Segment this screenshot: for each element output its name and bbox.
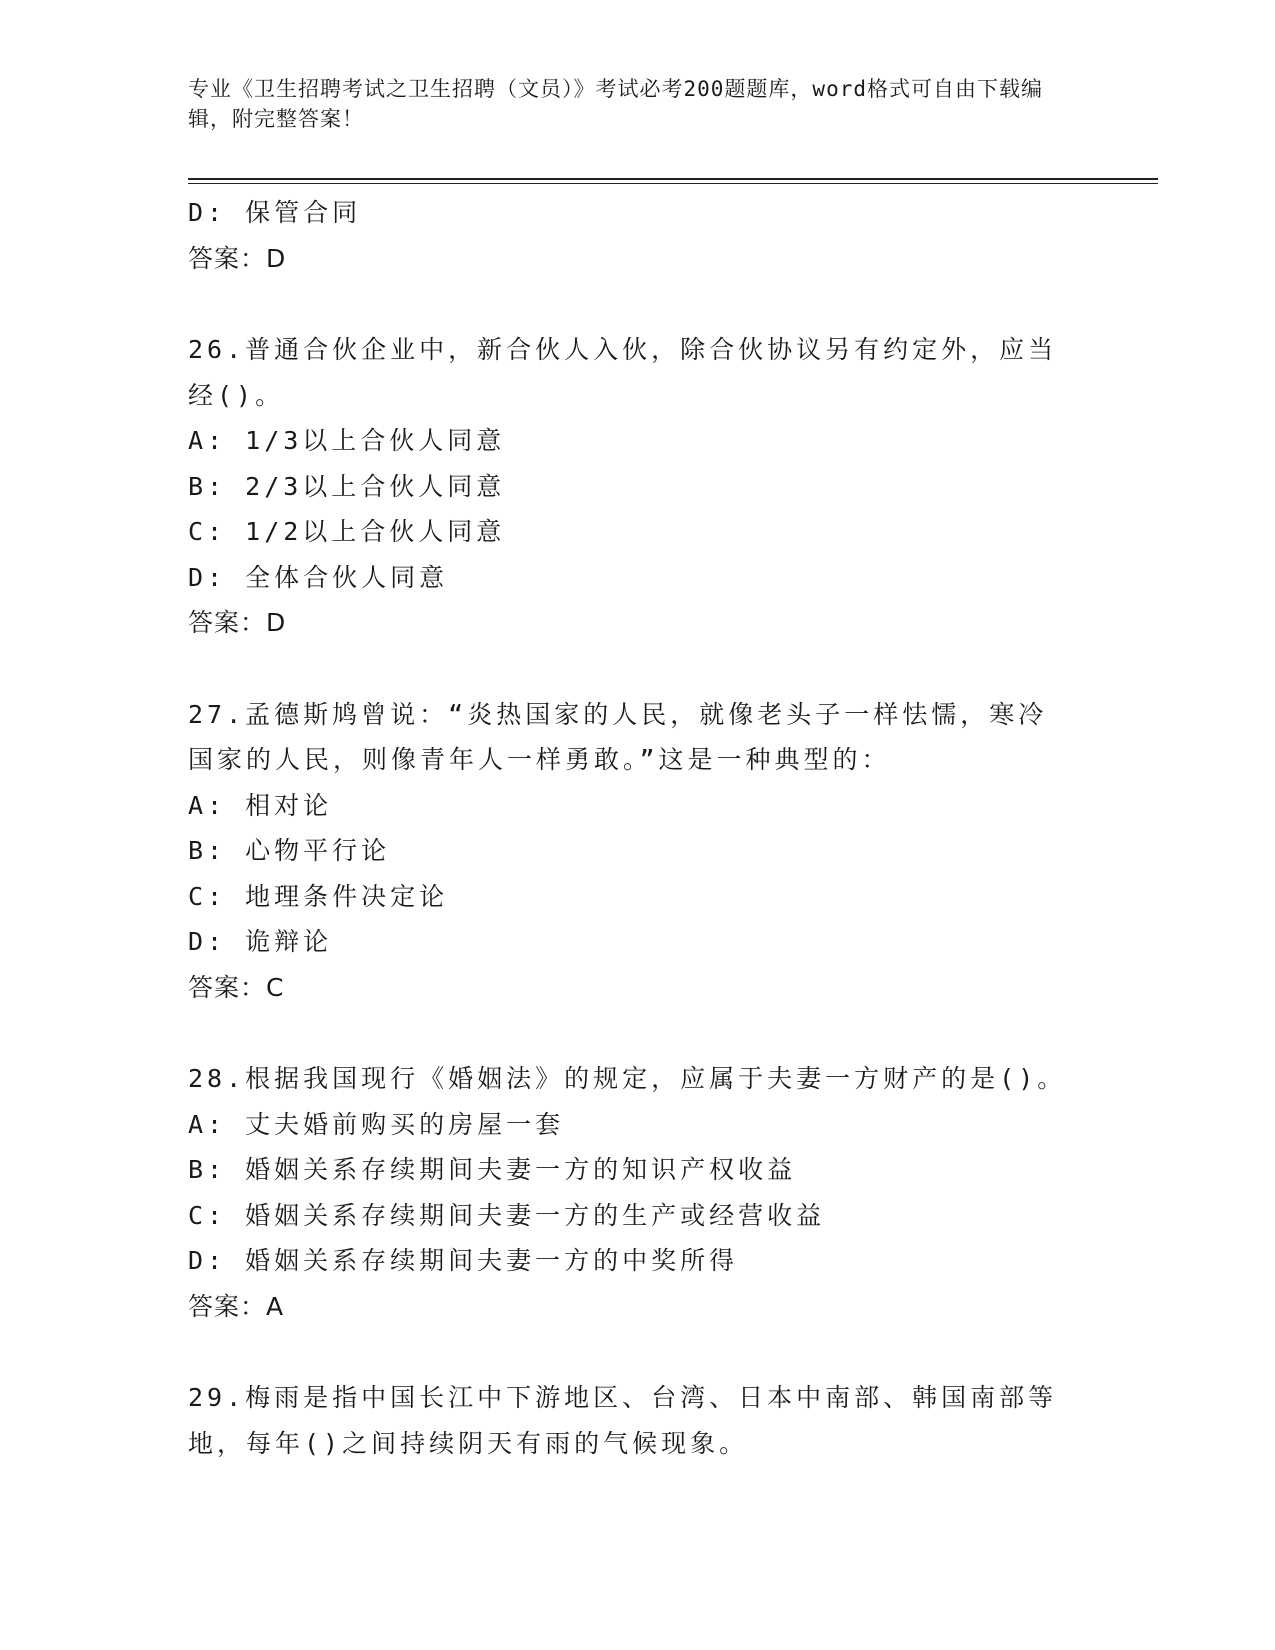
prev-option-d: D: 保管合同 xyxy=(188,198,362,227)
question-text: 27.孟德斯鸠曾说：“炎热国家的人民，就像老头子一样怯懦，寒冷国家的人民，则像青年人一样勇敢。”这是一种典型的： xyxy=(188,699,1048,774)
option-b: B: 2/3以上合伙人同意 xyxy=(188,471,506,501)
option-a: A: 相对论 xyxy=(188,790,333,820)
header-rule-thin xyxy=(188,183,1158,184)
question-27 xyxy=(188,692,1068,1011)
question-text: 26.普通合伙企业中，新合伙人入伙，除合伙协议另有约定外，应当经()。 xyxy=(188,335,1058,410)
option-d: D: 婚姻关系存续期间夫妻一方的中奖所得 xyxy=(188,1246,739,1275)
answer: 答案：D xyxy=(188,608,287,637)
prev-answer: 答案：D xyxy=(188,243,287,273)
option-d: D: 诡辩论 xyxy=(188,927,333,956)
spacer xyxy=(188,646,1068,692)
option-c: C: 婚姻关系存续期间夫妻一方的生产或经营收益 xyxy=(188,1200,826,1230)
page-header: 专业《卫生招聘考试之卫生招聘（文员）》考试必考200题题库，word格式可自由下载编辑，附完整答案！ xyxy=(188,77,1043,131)
option-d: D: 全体合伙人同意 xyxy=(188,562,449,592)
question-28 xyxy=(188,1056,1068,1329)
option-c: C: 地理条件决定论 xyxy=(188,881,449,911)
header-rule-thick xyxy=(188,178,1158,180)
option-c: C: 1/2以上合伙人同意 xyxy=(188,517,506,546)
answer: 答案：C xyxy=(188,972,285,1002)
option-a: A: 丈夫婚前购买的房屋一套 xyxy=(188,1109,565,1139)
question-list xyxy=(188,190,1068,1466)
question-29 xyxy=(188,1375,1068,1466)
question-text: 28.根据我国现行《婚姻法》的规定，应属于夫妻一方财产的是()。 xyxy=(188,1064,1067,1093)
option-b: B: 心物平行论 xyxy=(188,836,391,865)
answer: 答案：A xyxy=(188,1291,285,1321)
option-b: B: 婚姻关系存续期间夫妻一方的知识产权收益 xyxy=(188,1155,797,1184)
question-text: 29.梅雨是指中国长江中下游地区、台湾、日本中南部、韩国南部等地，每年()之间持续阴天有雨的气候现象。 xyxy=(188,1383,1058,1458)
spacer xyxy=(188,1329,1068,1375)
spacer xyxy=(188,281,1068,327)
question-26 xyxy=(188,327,1068,646)
option-a: A: 1/3以上合伙人同意 xyxy=(188,426,506,455)
spacer xyxy=(188,1010,1068,1056)
